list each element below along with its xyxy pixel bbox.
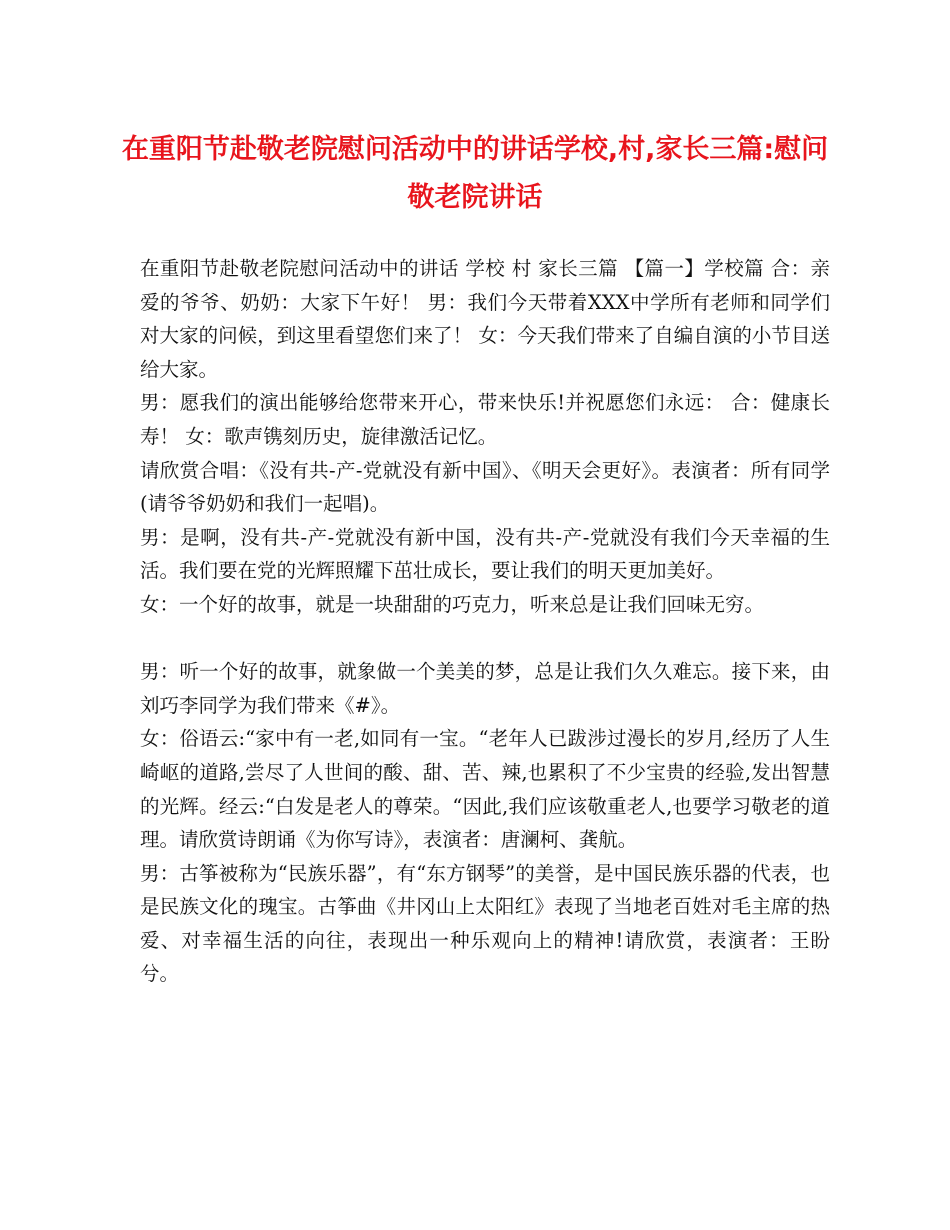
paragraph-5: 女：一个好的故事，就是一块甜甜的巧克力，听来总是让我们回味无穷。 — [140, 592, 765, 616]
paragraph-1: 在重阳节赴敬老院慰问活动中的讲话 学校 村 家长三篇 【篇一】学校篇 合：亲爱的爷爷、奶奶：大家下午好！ 男：我们今天带着XXX中学所有老师和同学们对大家的问候，到这里看望您们来了！ 女：今天我们带来了自编自演的小节目送给大家。 — [140, 257, 830, 381]
paragraph-6: 男：听一个好的故事，就象做一个美美的梦，总是让我们久久难忘。接下来，由刘巧李同学为我们带来《#》。 — [140, 660, 830, 717]
paragraph-2: 男：愿我们的演出能够给您带来开心，带来快乐!并祝愿您们永远： 合：健康长寿！ 女：歌声镌刻历史，旋律激活记忆。 — [140, 391, 830, 448]
paragraph-4: 男：是啊，没有共-产-党就没有新中国，没有共-产-党就没有我们今天幸福的生活。我们要在党的光辉照耀下茁壮成长，要让我们的明天更加美好。 — [140, 525, 830, 583]
document-body — [140, 252, 830, 991]
document-title: 在重阳节赴敬老院慰问活动中的讲话学校,村,家长三篇:慰问敬老院讲话 — [121, 134, 829, 213]
paragraph-7: 女：俗语云:“家中有一老,如同有一宝。“老年人已跋涉过漫长的岁月,经历了人生崎岖的道路,尝尽了人世间的酸、甜、苦、辣,也累积了不少宝贵的经验,发出智慧的光辉。经云:“白发是老人的尊荣。“因此,我们应该敬重老人,也要学习敬老的道理。请欣赏诗朗诵《为你写诗》，表演者：唐澜柯、龚航。 — [140, 727, 830, 852]
paragraph-3: 请欣赏合唱：《没有共-产-党就没有新中国》、《明天会更好》。表演者：所有同学(请爷爷奶奶和我们一起唱)。 — [140, 458, 830, 516]
paragraph-8: 男：古筝被称为“民族乐器”，有“东方钢琴”的美誉，是中国民族乐器的代表，也是民族文化的瑰宝。古筝曲《井冈山上太阳红》表现了当地老百姓对毛主席的热爱、对幸福生活的向往，表现出一种乐观向上的精神!请欣赏，表演者：王盼兮。 — [140, 861, 830, 986]
